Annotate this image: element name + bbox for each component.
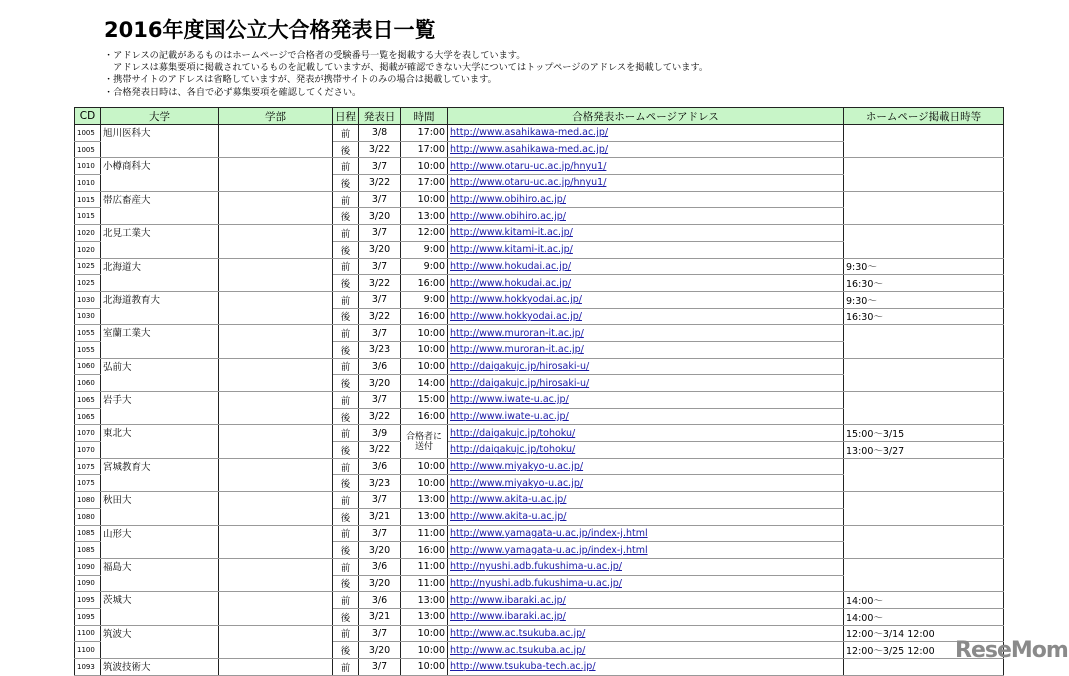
schedule-cell: 後 <box>333 642 359 659</box>
date-cell: 3/7 <box>359 492 401 509</box>
schedule-cell: 前 <box>333 492 359 509</box>
schedule-cell: 前 <box>333 125 359 142</box>
university-cell: 帯広畜産大 <box>101 191 219 224</box>
schedule-cell: 前 <box>333 158 359 175</box>
date-cell: 3/20 <box>359 542 401 559</box>
url-cell <box>448 291 844 308</box>
url-link[interactable]: http://www.otaru-uc.ac.jp/hnyu1/ <box>450 160 607 172</box>
url-link[interactable]: http://www.asahikawa-med.ac.jp/ <box>450 127 609 139</box>
faculty-cell <box>219 425 333 458</box>
cd-cell: 1030 <box>75 291 101 308</box>
url-link[interactable]: http://www.muroran-it.ac.jp/ <box>450 327 584 339</box>
faculty-cell <box>219 325 333 358</box>
url-cell <box>448 375 844 392</box>
url-cell <box>448 425 844 442</box>
header-faculty: 学部 <box>219 108 333 125</box>
cd-cell: 1005 <box>75 125 101 142</box>
time-cell: 11:00 <box>401 558 448 575</box>
hp-datetime-cell <box>844 525 1004 558</box>
hp-datetime-cell: 13:00～3/27 <box>844 442 1004 459</box>
url-link[interactable]: http://daigakujc.jp/tohoku/ <box>450 427 576 439</box>
date-cell: 3/20 <box>359 241 401 258</box>
table-row <box>75 258 1004 275</box>
time-cell: 11:00 <box>401 525 448 542</box>
date-cell: 3/20 <box>359 642 401 659</box>
table-row <box>75 225 1004 242</box>
url-cell <box>448 125 844 142</box>
url-link[interactable]: http://daigakujc.jp/hirosaki-u/ <box>450 360 590 372</box>
time-cell: 10:00 <box>401 325 448 342</box>
url-cell <box>448 175 844 192</box>
url-link[interactable]: http://www.akita-u.ac.jp/ <box>450 494 567 506</box>
hp-datetime-cell: 9:30～ <box>844 258 1004 275</box>
url-cell <box>448 492 844 509</box>
date-cell: 3/7 <box>359 625 401 642</box>
faculty-cell <box>219 458 333 491</box>
table-row <box>75 558 1004 575</box>
time-cell: 13:00 <box>401 508 448 525</box>
university-cell: 北見工業大 <box>101 225 219 258</box>
faculty-cell <box>219 492 333 525</box>
cd-cell: 1015 <box>75 208 101 225</box>
time-cell: 13:00 <box>401 492 448 509</box>
url-cell <box>448 275 844 292</box>
hp-datetime-cell <box>844 458 1004 491</box>
date-cell: 3/20 <box>359 208 401 225</box>
url-cell <box>448 508 844 525</box>
faculty-cell <box>219 558 333 591</box>
schedule-cell: 前 <box>333 558 359 575</box>
schedule-cell: 後 <box>333 341 359 358</box>
cd-cell: 1025 <box>75 258 101 275</box>
date-cell: 3/22 <box>359 408 401 425</box>
note: ・携帯サイトのアドレスは省略していますが、発表が携帯サイトのみの場合は掲載しています。 <box>104 74 497 86</box>
header-row <box>75 108 1004 125</box>
url-link[interactable]: http://www.miyakyo-u.ac.jp/ <box>450 461 584 473</box>
hp-datetime-cell <box>844 225 1004 258</box>
url-cell <box>448 258 844 275</box>
url-cell <box>448 141 844 158</box>
table-row <box>75 358 1004 375</box>
time-cell: 10:00 <box>401 642 448 659</box>
schedule-cell: 後 <box>333 141 359 158</box>
faculty-cell <box>219 358 333 391</box>
date-cell: 3/20 <box>359 375 401 392</box>
time-cell: 10:00 <box>401 458 448 475</box>
url-link[interactable]: http://daigakujc.jp/tohoku/ <box>450 444 576 456</box>
university-cell: 北海道大 <box>101 258 219 291</box>
url-link[interactable]: http://nyushi.adb.fukushima-u.ac.jp/ <box>450 577 622 589</box>
header-hp-datetime: ホームページ掲載日時等 <box>844 108 1004 125</box>
time-cell: 9:00 <box>401 258 448 275</box>
schedule-cell: 後 <box>333 175 359 192</box>
university-cell: 小樽商科大 <box>101 158 219 191</box>
hp-datetime-cell: 12:00～3/25 12:00 <box>844 642 1004 659</box>
table-row <box>75 525 1004 542</box>
time-cell: 10:00 <box>401 341 448 358</box>
url-link[interactable]: http://nyushi.adb.fukushima-u.ac.jp/ <box>450 561 622 573</box>
time-cell: 16:00 <box>401 275 448 292</box>
university-cell: 宮城教育大 <box>101 458 219 491</box>
url-cell <box>448 158 844 175</box>
cd-cell: 1075 <box>75 458 101 475</box>
date-cell: 3/22 <box>359 442 401 459</box>
university-cell: 茨城大 <box>101 592 219 625</box>
cd-cell: 1020 <box>75 225 101 242</box>
schedule-cell: 前 <box>333 625 359 642</box>
table-row <box>75 458 1004 475</box>
faculty-cell <box>219 291 333 324</box>
schedule-cell: 前 <box>333 358 359 375</box>
faculty-cell <box>219 625 333 658</box>
cd-cell: 1090 <box>75 558 101 575</box>
date-cell: 3/7 <box>359 225 401 242</box>
note: ・アドレスの記載があるものはホームページで合格者の受験番号一覧を掲載する大学を表しています。 <box>104 50 526 61</box>
university-cell: 筑波大 <box>101 625 219 658</box>
time-cell: 16:00 <box>401 408 448 425</box>
cd-cell: 1005 <box>75 141 101 158</box>
date-cell: 3/7 <box>359 291 401 308</box>
url-link[interactable]: http://www.kitami-it.ac.jp/ <box>450 227 573 239</box>
time-cell: 13:00 <box>401 608 448 625</box>
url-link[interactable]: http://www.yamagata-u.ac.jp/index-j.html <box>450 527 648 539</box>
cd-cell: 1015 <box>75 191 101 208</box>
url-link[interactable]: http://www.otaru-uc.ac.jp/hnyu1/ <box>450 177 607 189</box>
cd-cell: 1025 <box>75 275 101 292</box>
schedule-cell: 後 <box>333 475 359 492</box>
header-url: 合格発表ホームページアドレス <box>448 108 844 125</box>
university-cell: 東北大 <box>101 425 219 458</box>
url-link[interactable]: http://www.tsukuba-tech.ac.jp/ <box>450 661 596 673</box>
schedule-cell: 後 <box>333 275 359 292</box>
schedule-cell: 後 <box>333 442 359 459</box>
table-row <box>75 325 1004 342</box>
date-cell: 3/9 <box>359 425 401 442</box>
url-cell <box>448 608 844 625</box>
date-cell: 3/23 <box>359 341 401 358</box>
url-link[interactable]: http://www.ac.tsukuba.ac.jp/ <box>450 644 586 656</box>
schedule-cell: 前 <box>333 258 359 275</box>
header-univ: 大学 <box>101 108 219 125</box>
cd-cell: 1010 <box>75 158 101 175</box>
url-cell <box>448 408 844 425</box>
url-cell <box>448 525 844 542</box>
time-cell: 16:00 <box>401 308 448 325</box>
cd-cell: 1070 <box>75 442 101 459</box>
time-cell: 9:00 <box>401 291 448 308</box>
table-row <box>75 125 1004 142</box>
time-cell: 10:00 <box>401 475 448 492</box>
table-row <box>75 291 1004 308</box>
time-cell: 14:00 <box>401 375 448 392</box>
time-cell: 9:00 <box>401 241 448 258</box>
table-row <box>75 191 1004 208</box>
schedule-cell: 後 <box>333 542 359 559</box>
table-row <box>75 625 1004 642</box>
hp-datetime-cell <box>844 191 1004 224</box>
hp-datetime-cell <box>844 325 1004 358</box>
hp-datetime-cell: 14:00～ <box>844 608 1004 625</box>
date-cell: 3/22 <box>359 141 401 158</box>
hp-datetime-cell <box>844 158 1004 191</box>
university-cell: 山形大 <box>101 525 219 558</box>
hp-datetime-cell <box>844 558 1004 591</box>
schedule-cell: 前 <box>333 191 359 208</box>
time-cell: 10:00 <box>401 659 448 676</box>
schedule-cell: 前 <box>333 592 359 609</box>
url-cell <box>448 458 844 475</box>
faculty-cell <box>219 125 333 158</box>
schedule-cell: 後 <box>333 575 359 592</box>
url-cell <box>448 542 844 559</box>
url-link[interactable]: http://www.hokkyodai.ac.jp/ <box>450 310 582 322</box>
table-row <box>75 392 1004 409</box>
url-cell <box>448 642 844 659</box>
time-cell: 10:00 <box>401 158 448 175</box>
faculty-cell <box>219 258 333 291</box>
schedule-cell: 後 <box>333 241 359 258</box>
cd-cell: 1090 <box>75 575 101 592</box>
date-cell: 3/22 <box>359 175 401 192</box>
note: ・合格発表日時は、各自で必ず募集要項を確認してください。 <box>104 86 362 98</box>
cd-cell: 1055 <box>75 325 101 342</box>
url-link[interactable]: http://www.yamagata-u.ac.jp/index-j.html <box>450 544 648 556</box>
date-cell: 3/20 <box>359 575 401 592</box>
time-cell: 17:00 <box>401 175 448 192</box>
cd-cell: 1020 <box>75 241 101 258</box>
hp-datetime-cell <box>844 492 1004 525</box>
university-cell: 旭川医科大 <box>101 125 219 158</box>
date-cell: 3/8 <box>359 125 401 142</box>
results-table <box>74 107 1004 676</box>
hp-datetime-cell <box>844 125 1004 158</box>
university-cell: 筑波技術大 <box>101 659 219 676</box>
page-title: 2016年度国公立大合格発表日一覧 <box>104 18 436 42</box>
faculty-cell <box>219 525 333 558</box>
schedule-cell: 後 <box>333 408 359 425</box>
time-cell: 10:00 <box>401 358 448 375</box>
cd-cell: 1065 <box>75 392 101 409</box>
date-cell: 3/7 <box>359 325 401 342</box>
hp-datetime-cell: 12:00～3/14 12:00 <box>844 625 1004 642</box>
cd-cell: 1055 <box>75 341 101 358</box>
time-cell: 17:00 <box>401 141 448 158</box>
cd-cell: 1070 <box>75 425 101 442</box>
header-time: 時間 <box>401 108 448 125</box>
url-cell <box>448 325 844 342</box>
cd-cell: 1075 <box>75 475 101 492</box>
url-link[interactable]: http://www.hokudai.ac.jp/ <box>450 277 572 289</box>
note: アドレスは募集要項に掲載されているものを記載していますが、掲載が確認できない大学についてはトップページのアドレスを掲載しています。 <box>104 62 709 74</box>
url-link[interactable]: http://daigakujc.jp/hirosaki-u/ <box>450 377 590 389</box>
table-row <box>75 158 1004 175</box>
university-cell: 北海道教育大 <box>101 291 219 324</box>
url-link[interactable]: http://www.asahikawa-med.ac.jp/ <box>450 144 609 156</box>
hp-datetime-cell: 15:00～3/15 <box>844 425 1004 442</box>
url-cell <box>448 358 844 375</box>
schedule-cell: 前 <box>333 525 359 542</box>
cd-cell: 1085 <box>75 525 101 542</box>
hp-datetime-cell: 14:00～ <box>844 592 1004 609</box>
date-cell: 3/6 <box>359 358 401 375</box>
url-cell <box>448 558 844 575</box>
cd-cell: 1060 <box>75 375 101 392</box>
time-cell: 13:00 <box>401 592 448 609</box>
url-cell <box>448 625 844 642</box>
schedule-cell: 後 <box>333 308 359 325</box>
cd-cell: 1100 <box>75 642 101 659</box>
url-cell <box>448 241 844 258</box>
cd-cell: 1010 <box>75 175 101 192</box>
date-cell: 3/6 <box>359 592 401 609</box>
header-date: 発表日 <box>359 108 401 125</box>
faculty-cell <box>219 392 333 425</box>
hp-datetime-cell <box>844 358 1004 391</box>
notes <box>104 50 708 99</box>
url-cell <box>448 341 844 358</box>
hp-datetime-cell: 16:30～ <box>844 275 1004 292</box>
schedule-cell: 前 <box>333 291 359 308</box>
cd-cell: 1080 <box>75 492 101 509</box>
url-link[interactable]: http://www.ac.tsukuba.ac.jp/ <box>450 627 586 639</box>
cd-cell: 1095 <box>75 608 101 625</box>
url-cell <box>448 442 844 459</box>
table-row <box>75 492 1004 509</box>
url-link[interactable]: http://www.miyakyo-u.ac.jp/ <box>450 477 584 489</box>
url-link[interactable]: http://www.ibaraki.ac.jp/ <box>450 594 566 606</box>
university-cell: 秋田大 <box>101 492 219 525</box>
schedule-cell: 後 <box>333 375 359 392</box>
url-link[interactable]: http://www.hokudai.ac.jp/ <box>450 260 572 272</box>
hp-datetime-cell: 16:30～ <box>844 308 1004 325</box>
url-cell <box>448 575 844 592</box>
date-cell: 3/23 <box>359 475 401 492</box>
schedule-cell: 前 <box>333 458 359 475</box>
cd-cell: 1060 <box>75 358 101 375</box>
cd-cell: 1093 <box>75 659 101 676</box>
url-cell <box>448 191 844 208</box>
date-cell: 3/21 <box>359 508 401 525</box>
schedule-cell: 前 <box>333 392 359 409</box>
schedule-cell: 前 <box>333 425 359 442</box>
hp-datetime-cell <box>844 392 1004 425</box>
schedule-cell: 後 <box>333 508 359 525</box>
url-cell <box>448 308 844 325</box>
table-row <box>75 592 1004 609</box>
time-cell: 合格者に送付 <box>401 425 448 458</box>
date-cell: 3/7 <box>359 158 401 175</box>
university-cell: 室蘭工業大 <box>101 325 219 358</box>
cd-cell: 1080 <box>75 508 101 525</box>
url-link[interactable]: http://www.akita-u.ac.jp/ <box>450 511 567 523</box>
faculty-cell <box>219 592 333 625</box>
time-cell: 13:00 <box>401 208 448 225</box>
faculty-cell <box>219 191 333 224</box>
schedule-cell: 後 <box>333 608 359 625</box>
date-cell: 3/6 <box>359 558 401 575</box>
schedule-cell: 後 <box>333 208 359 225</box>
faculty-cell <box>219 225 333 258</box>
date-cell: 3/6 <box>359 458 401 475</box>
url-cell <box>448 392 844 409</box>
header-cd: CD <box>75 108 101 125</box>
time-cell: 15:00 <box>401 392 448 409</box>
university-cell: 福島大 <box>101 558 219 591</box>
time-cell: 10:00 <box>401 191 448 208</box>
cd-cell: 1100 <box>75 625 101 642</box>
url-link[interactable]: http://www.iwate-u.ac.jp/ <box>450 411 569 423</box>
schedule-cell: 前 <box>333 659 359 676</box>
cd-cell: 1030 <box>75 308 101 325</box>
cd-cell: 1095 <box>75 592 101 609</box>
date-cell: 3/22 <box>359 308 401 325</box>
hp-datetime-cell: 9:30～ <box>844 291 1004 308</box>
schedule-cell: 前 <box>333 325 359 342</box>
time-cell: 12:00 <box>401 225 448 242</box>
url-link[interactable]: http://www.iwate-u.ac.jp/ <box>450 394 569 406</box>
url-link[interactable]: http://www.hokkyodai.ac.jp/ <box>450 294 582 306</box>
date-cell: 3/7 <box>359 525 401 542</box>
time-cell: 10:00 <box>401 625 448 642</box>
header-schedule: 日程 <box>333 108 359 125</box>
faculty-cell <box>219 158 333 191</box>
url-link[interactable]: http://www.kitami-it.ac.jp/ <box>450 244 573 256</box>
date-cell: 3/7 <box>359 659 401 676</box>
university-cell: 弘前大 <box>101 358 219 391</box>
date-cell: 3/22 <box>359 275 401 292</box>
url-link[interactable]: http://www.muroran-it.ac.jp/ <box>450 344 584 356</box>
date-cell: 3/7 <box>359 191 401 208</box>
url-cell <box>448 225 844 242</box>
resemom-logo: ReseMom <box>955 638 1068 663</box>
table-row <box>75 425 1004 442</box>
cd-cell: 1065 <box>75 408 101 425</box>
date-cell: 3/7 <box>359 392 401 409</box>
cd-cell: 1085 <box>75 542 101 559</box>
time-cell: 11:00 <box>401 575 448 592</box>
time-cell: 17:00 <box>401 125 448 142</box>
url-cell <box>448 208 844 225</box>
time-cell: 16:00 <box>401 542 448 559</box>
date-cell: 3/21 <box>359 608 401 625</box>
url-link[interactable]: http://www.ibaraki.ac.jp/ <box>450 611 566 623</box>
url-link[interactable]: http://www.obihiro.ac.jp/ <box>450 210 566 222</box>
schedule-cell: 前 <box>333 225 359 242</box>
url-cell <box>448 592 844 609</box>
date-cell: 3/7 <box>359 258 401 275</box>
url-link[interactable]: http://www.obihiro.ac.jp/ <box>450 194 566 206</box>
url-cell <box>448 475 844 492</box>
university-cell: 岩手大 <box>101 392 219 425</box>
